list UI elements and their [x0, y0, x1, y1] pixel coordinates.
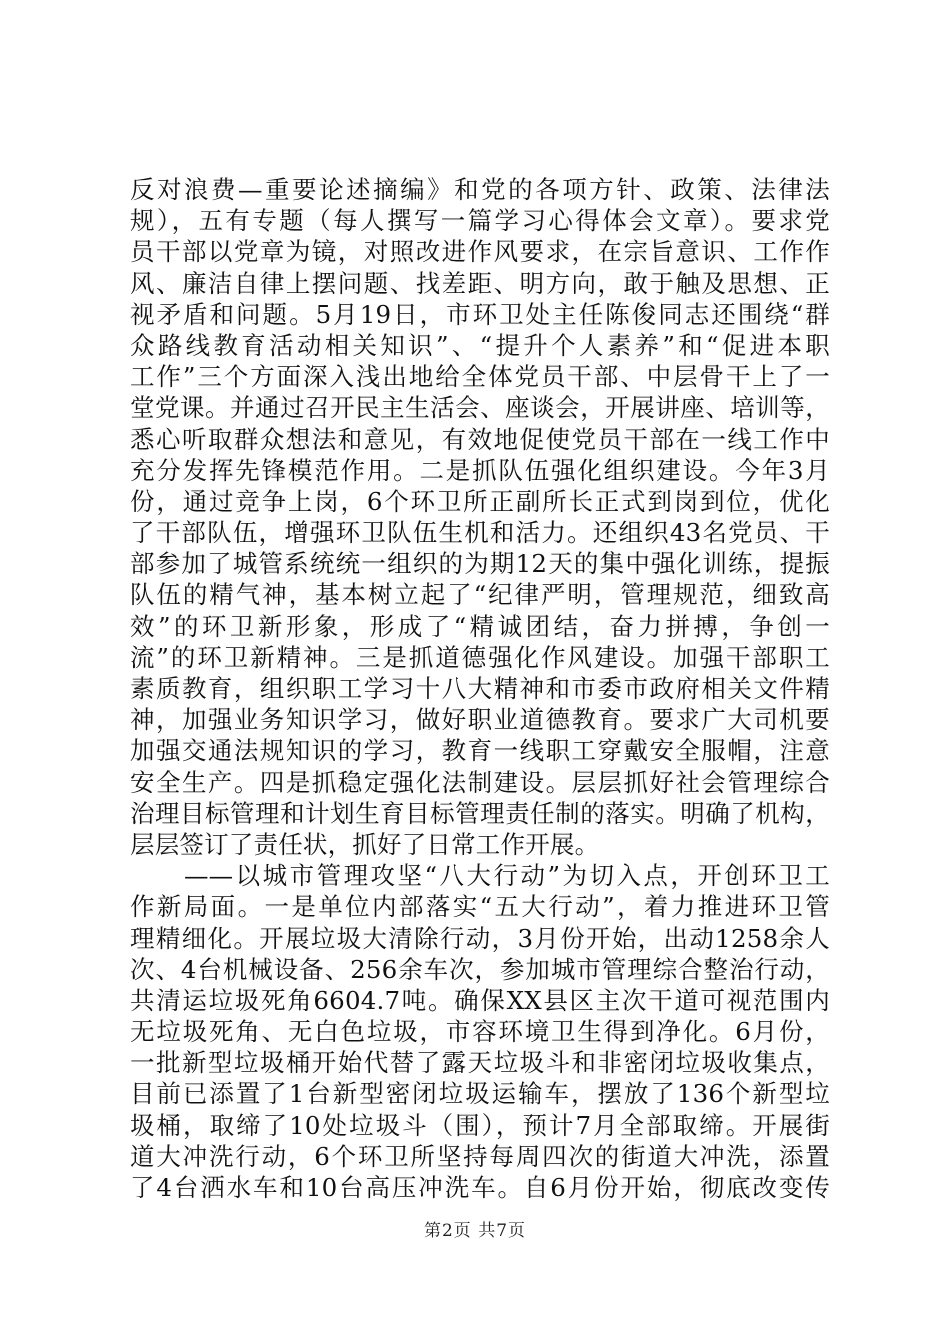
text-line: 次、4台机械设备、256余车次，参加城市管理综合整治行动，	[130, 954, 830, 984]
text-line: 层层签订了责任状，抓好了日常工作开展。	[130, 829, 600, 859]
text-line: 悉心听取群众想法和意见，有效地促使党员干部在一线工作中	[130, 424, 830, 454]
text-line: 员干部以党章为镜，对照改进作风要求，在宗旨意识、工作作	[130, 237, 830, 267]
text-line: 部参加了城管系统统一组织的为期12天的集中强化训练，提振	[130, 549, 830, 579]
text-line: 无垃圾死角、无白色垃圾，市容环境卫生得到净化。6月份，	[130, 1017, 830, 1047]
text-line: 素质教育，组织职工学习十八大精神和市委市政府相关文件精	[130, 674, 830, 703]
text-line: 治理目标管理和计划生育目标管理责任制的落实。明确了机构，	[130, 798, 830, 828]
text-line: 众路线教育活动相关知识”、“提升个人素养”和“促进本职	[130, 330, 830, 360]
text-line: 风、廉洁自律上摆问题、找差距、明方向，敢于触及思想、正	[130, 268, 830, 298]
text-line: 充分发挥先锋模范作用。二是抓队伍强化组织建设。今年3月	[130, 455, 830, 485]
text-line: 安全生产。四是抓稳定强化法制建设。层层抓好社会管理综合	[130, 767, 830, 797]
text-line: 视矛盾和问题。5月19日，市环卫处主任陈俊同志还围绕“群	[130, 299, 830, 329]
text-line: 理精细化。开展垃圾大清除行动，3月份开始，出动1258余人	[130, 923, 830, 953]
text-line: 目前已添置了1台新型密闭垃圾运输车，摆放了136个新型垃	[130, 1079, 830, 1109]
text-line: 规），五有专题（每人撰写一篇学习心得体会文章）。要求党	[130, 206, 830, 236]
page-footer: 第2页 共7页	[423, 1221, 527, 1241]
text-line: 神，加强业务知识学习，做好职业道德教育。要求广大司机要	[130, 705, 830, 735]
text-line: 作新局面。一是单位内部落实“五大行动”，着力推进环卫管	[130, 892, 830, 922]
body-text	[130, 174, 830, 1203]
text-line: 了4台洒水车和10台高压冲洗车。自6月份开始，彻底改变传	[130, 1173, 830, 1202]
text-line: 流”的环卫新精神。三是抓道德强化作风建设。加强干部职工	[130, 642, 830, 672]
text-line: 队伍的精气神，基本树立起了“纪律严明，管理规范，细致高	[130, 580, 830, 610]
text-line: 堂党课。并通过召开民主生活会、座谈会，开展讲座、培训等，	[130, 393, 830, 423]
text-line: 一批新型垃圾桶开始代替了露天垃圾斗和非密闭垃圾收集点，	[130, 1048, 830, 1078]
text-line: 工作”三个方面深入浅出地给全体党员干部、中层骨干上了一	[130, 362, 830, 392]
text-line: 了干部队伍，增强环卫队伍生机和活力。还组织43名党员、干	[130, 518, 830, 548]
text-line: 份，通过竞争上岗，6个环卫所正副所长正式到岗到位，优化	[130, 486, 830, 516]
text-line: 共清运垃圾死角6604.7吨。确保XX县区主次干道可视范围内	[130, 985, 830, 1015]
text-line: 加强交通法规知识的学习，教育一线职工穿戴安全服帽，注意	[130, 736, 830, 766]
text-line: ——以城市管理攻坚“八大行动”为切入点，开创环卫工	[130, 861, 830, 891]
text-line: 效”的环卫新形象，形成了“精诚团结，奋力拼搏，争创一	[130, 611, 830, 641]
text-line: 道大冲洗行动，6个环卫所坚持每周四次的街道大冲洗，添置	[130, 1141, 830, 1171]
text-line: 反对浪费—重要论述摘编》和党的各项方针、政策、法律法	[130, 175, 830, 204]
text-line: 圾桶，取缔了10处垃圾斗（围），预计7月全部取缔。开展街	[130, 1110, 830, 1140]
